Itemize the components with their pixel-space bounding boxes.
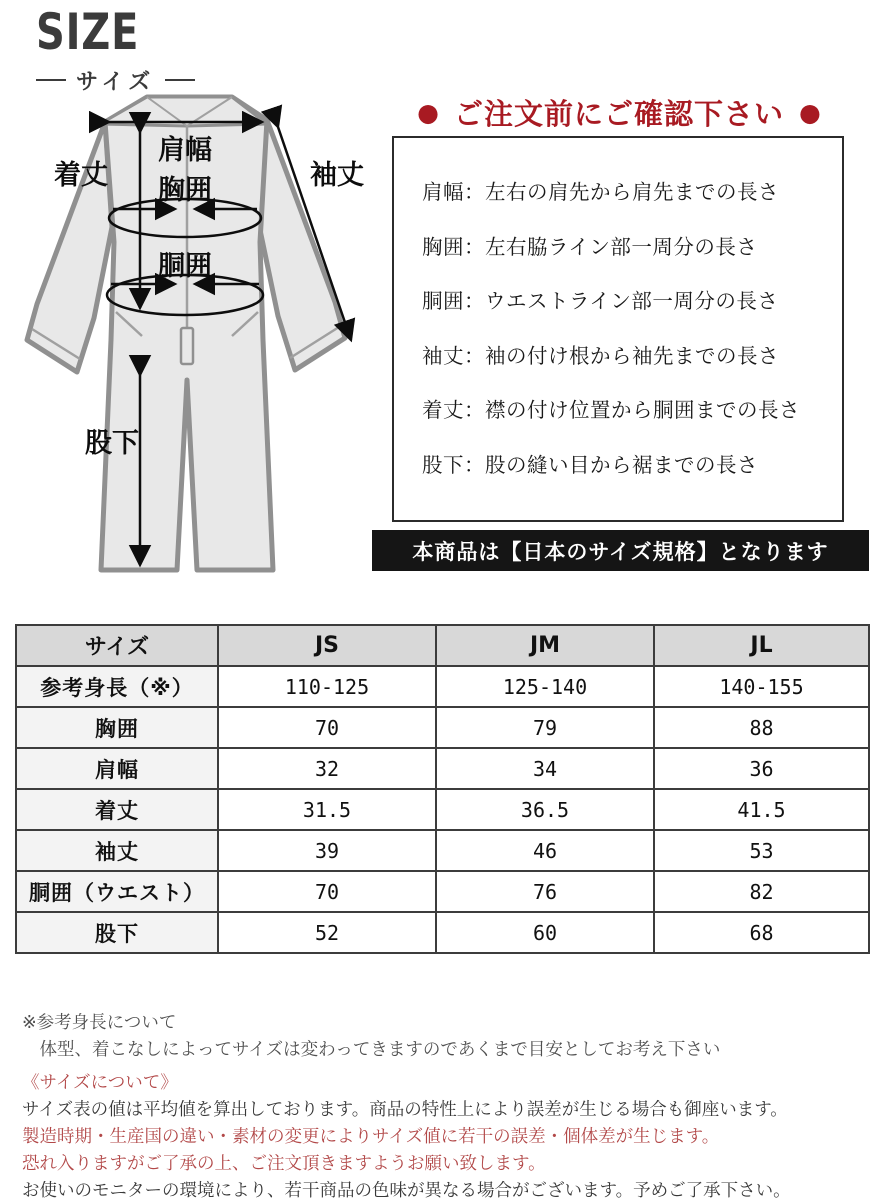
- definition-shoulder-width: 肩幅：左右の肩先から肩先までの長さ: [422, 180, 779, 205]
- footer-notes: [22, 1010, 791, 1200]
- cell-value: 70: [218, 707, 436, 748]
- definition-chest: 胸囲：左右脇ライン部一周分の長さ: [422, 234, 758, 259]
- note-monitor-color: お使いのモニターの環境により、若干商品の色味が異なる場合がございます。予めご了承下さい。: [22, 1181, 791, 1200]
- definition-inseam: 股下：股の縫い目から裾までの長さ: [422, 452, 758, 477]
- definition-waist: 胴囲：ウエストライン部一周分の長さ: [422, 289, 779, 314]
- row-label: 股下: [16, 912, 218, 953]
- cell-value: 125-140: [436, 666, 654, 707]
- waist-label: 胴囲: [158, 251, 212, 282]
- table-row-body-length: [16, 789, 869, 830]
- cell-value: 36.5: [436, 789, 654, 830]
- size-table-header-js: JS: [218, 625, 436, 666]
- note-manufacturing-variance: 製造時期・生産国の違い・素材の変更によりサイズ値に若干の誤差・個体差が生じます。: [22, 1127, 720, 1147]
- size-table-header-jl: JL: [654, 625, 869, 666]
- cell-value: 60: [436, 912, 654, 953]
- size-heading-ja: サイズ: [76, 69, 156, 95]
- cell-value: 79: [436, 707, 654, 748]
- row-label: 胸囲: [16, 707, 218, 748]
- note-average-values: サイズ表の値は平均値を算出しております。商品の特性上により誤差が生じる場合も御座います。: [22, 1100, 788, 1120]
- table-row-waist: [16, 871, 869, 912]
- row-label: 胴囲（ウエスト）: [16, 871, 218, 912]
- definition-body-length: 着丈：襟の付け位置から胴囲までの長さ: [422, 398, 800, 423]
- red-dot-icon: ●: [799, 98, 821, 127]
- size-heading-en: SIZE: [36, 3, 140, 61]
- notice-header: [390, 92, 848, 133]
- cell-value: 110-125: [218, 666, 436, 707]
- row-label: 着丈: [16, 789, 218, 830]
- cell-value: 46: [436, 830, 654, 871]
- cell-value: 31.5: [218, 789, 436, 830]
- cell-value: 88: [654, 707, 869, 748]
- definition-sleeve-length: 袖丈：袖の付け根から袖先までの長さ: [422, 343, 779, 368]
- zipper-placket: [181, 328, 193, 364]
- row-label: 肩幅: [16, 748, 218, 789]
- cell-value: 76: [436, 871, 654, 912]
- table-row-chest: [16, 707, 869, 748]
- cell-value: 68: [654, 912, 869, 953]
- size-table: [15, 624, 870, 954]
- table-row-shoulder: [16, 748, 869, 789]
- size-table-header-row: [16, 625, 869, 666]
- table-row-sleeve: [16, 830, 869, 871]
- table-row-inseam: [16, 912, 869, 953]
- chest-label: 胸囲: [158, 175, 212, 206]
- note-reference-height-body: 体型、着こなしによってサイズは変わってきますのであくまで目安としてお考え下さい: [22, 1040, 721, 1060]
- cell-value: 36: [654, 748, 869, 789]
- table-row-height: [16, 666, 869, 707]
- size-table-header-jm: JM: [436, 625, 654, 666]
- definitions-box: [392, 136, 844, 522]
- cell-value: 52: [218, 912, 436, 953]
- row-label: 袖丈: [16, 830, 218, 871]
- cell-value: 53: [654, 830, 869, 871]
- note-reference-height-title: ※参考身長について: [22, 1013, 177, 1033]
- cell-value: 82: [654, 871, 869, 912]
- red-dot-icon: ●: [417, 98, 439, 127]
- cell-value: 32: [218, 748, 436, 789]
- cell-value: 41.5: [654, 789, 869, 830]
- sleeve-length-label: 袖丈: [310, 160, 364, 191]
- note-about-size-title: 《サイズについて》: [22, 1073, 178, 1093]
- body-length-label: 着丈: [54, 160, 108, 191]
- cell-value: 140-155: [654, 666, 869, 707]
- cell-value: 34: [436, 748, 654, 789]
- shoulder-width-label: 肩幅: [158, 135, 212, 166]
- jp-standard-bar: 本商品は【日本のサイズ規格】となります: [372, 530, 869, 571]
- note-please-understand: 恐れ入りますがご了承の上、ご注文頂きますようお願い致します。: [22, 1154, 546, 1174]
- notice-title: ご注文前にご確認下さい: [453, 97, 784, 131]
- dash-line-right: [165, 79, 195, 81]
- cell-value: 39: [218, 830, 436, 871]
- size-table-header-size: サイズ: [16, 625, 218, 666]
- inseam-label: 股下: [85, 428, 139, 459]
- cell-value: 70: [218, 871, 436, 912]
- dash-line-left: [36, 79, 66, 81]
- row-label: 参考身長（※）: [16, 666, 218, 707]
- coverall-measurement-diagram: [15, 82, 375, 612]
